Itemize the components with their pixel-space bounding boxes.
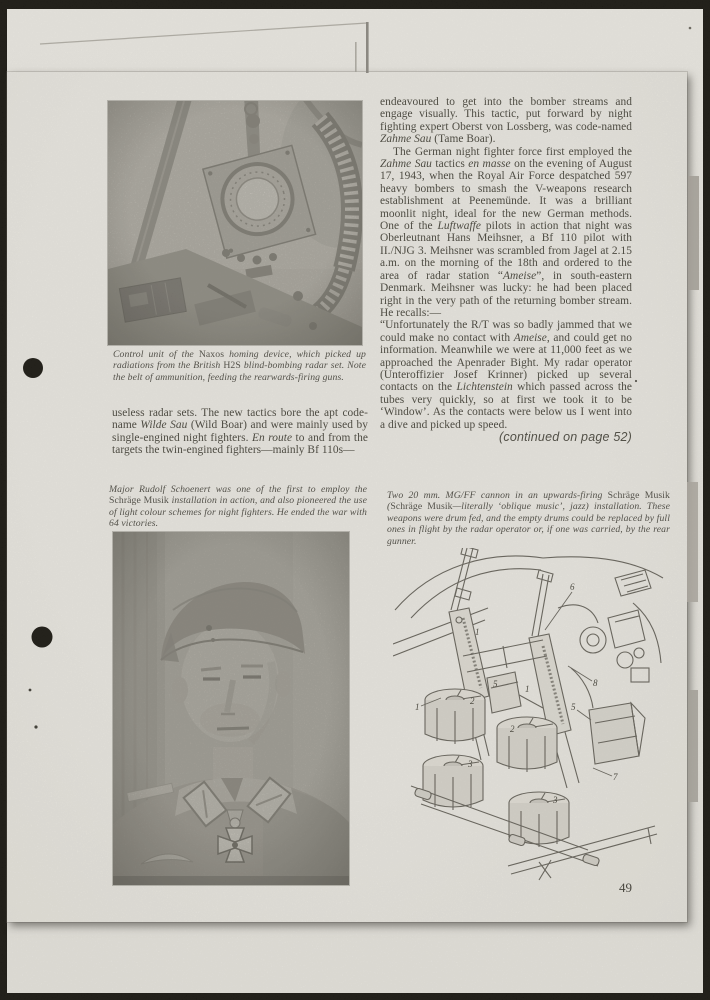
edge-tab-3 [688, 690, 698, 802]
edge-tab-2 [687, 482, 698, 602]
ink-speck [635, 380, 637, 382]
diagram-label: 1 [525, 684, 530, 694]
ink-speck [34, 725, 37, 728]
page-number: 49 [619, 880, 632, 895]
magazine-container [589, 703, 645, 764]
schrage-musik-diagram [393, 548, 668, 883]
continued-note: (continued on page 52) [499, 429, 632, 444]
diagram-label: 1 [475, 627, 480, 637]
cockpit-photo [108, 101, 362, 345]
diagram-label: 1 [415, 702, 420, 712]
right-column [380, 96, 632, 443]
fuselage-outline [393, 556, 663, 663]
photo-vignette [108, 101, 362, 345]
ink-speck [29, 689, 32, 692]
diagram-caption: Two 20 mm. MG/FF cannon in an upwards-firing Schräge Musik (Schräge Musik—literally ‘oblique music’, jazz) installation. These weapons were drum fed, and the empty drums could be replaced by full ones in flight by the radar operator or, if one was carried, by the rear gunner. [387, 490, 671, 547]
diagram-label: 2 [470, 696, 475, 706]
punch-hole-bottom [32, 627, 53, 648]
breech-mechanism [558, 605, 649, 708]
ink-speck [689, 27, 692, 30]
paragraph-1: endeavoured to get into the bomber streams and engage visually. This tactic, put forward by night fighting expert Oberst von Lossberg, was code-named Zahme Sau (Tame Boar). [380, 96, 632, 146]
edge-tab-1 [688, 176, 699, 290]
diagram-label: 8 [593, 678, 598, 688]
diagram-label: 5 [571, 702, 576, 712]
diagram-label: 3 [468, 759, 473, 769]
portrait-caption: Major Rudolf Schoenert was one of the first to employ the Schräge Musik installation in action, and also pioneered the use of light colour schemes for night fighters. He ended the war with 64 victories. [109, 484, 368, 530]
cockpit-caption: Control unit of the Naxos homing device, which picked up radiations from the British H2S blind-bombing radar set. Note the belt of ammunition, feeding the rearwards-firing guns. [113, 349, 366, 383]
left-column-paragraph: useless radar sets. The new tactics bore the apt code-name Wilde Sau (Wild Boar) and were mainly used by single-engined night fighters. En route to and from the targets the twin-engined fighters—mainly Bf 110s— [112, 407, 369, 457]
ammo-drum [425, 689, 485, 744]
diagram-label: 5 [493, 679, 498, 689]
diagram-label: 2 [510, 724, 515, 734]
sheet-edge-line [40, 23, 367, 44]
diagram-label: 3 [553, 795, 558, 805]
diagram-label: 6 [570, 582, 575, 592]
ammo-drum [497, 717, 557, 772]
portrait-photo [113, 532, 349, 885]
punch-hole-top [23, 358, 43, 378]
diagram-label: 7 [613, 772, 618, 782]
paragraph-2: The German night fighter force first employed the Zahme Sau tactics en masse on the evening of August 17, 1943, when the Royal Air Force despatched 597 heavy bombers to smash the V-weapons research establishment at Peenemünde. It was a brilliant moonlit night, ideal for the new German methods. One of the Luftwaffe pilots in action that night was Oberleutnant Hans Meihsner, a Bf 110 pilot with II./NJG 3. Meihsner was scrambled from Jagel at 2.15 a.m. on the morning of the 18th and ordered to the area of radar station “Ameise”, in south-eastern Denmark. Meihsner was lucky: he had been placed right in the very path of the returning bomber stream. He recalls:— [380, 145, 633, 319]
sheet-crease-2 [355, 42, 357, 72]
sheet-corner-crease [366, 22, 369, 73]
pilot-quote: “Unfortunately the R/T was so badly jammed that we could make no contact with Ameise, and could get no information. Meanwhile we were at 11,000 feet as we approached the Apenrader Bight. My radar operator (Unteroffizier Josef Krinner) picked up several contacts on the Lichtenstein which passed across the tubes very quickly, so at first we took it to be ‘Window’. As the contacts were below us I went into a dive and picked up speed. [380, 319, 632, 431]
photo-vignette [113, 532, 349, 885]
